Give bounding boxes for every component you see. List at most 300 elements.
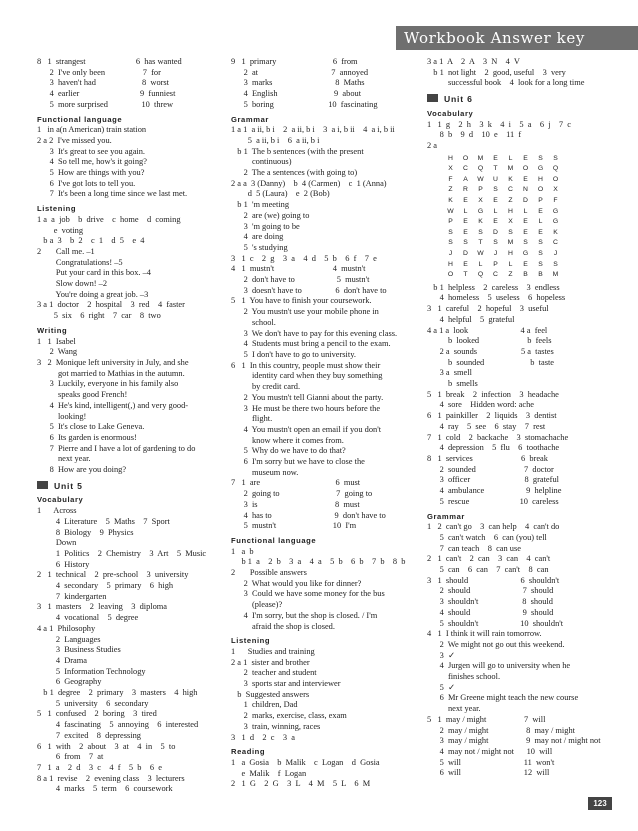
answer-line: 1 1 Isabel [37,336,76,346]
answer-line: 3 a 1 doctor 2 hospital 3 red 4 faster [37,300,185,310]
answer-line: 3 1 d 2 c 3 a [231,732,295,742]
section-heading: Functional language [37,114,123,124]
answer-line: d 5 (Laura) e 2 (Bob) [231,189,330,199]
answer-line: 1 a a job b drive c home d coming [37,214,181,224]
answer-line: 1 1 g 2 h 3 k 4 i 5 a 6 j 7 c [427,119,571,129]
section-heading: Functional language [231,535,317,545]
wordsearch-cell: C [508,186,513,194]
answer-line: 5 shouldn't 10 shouldn't [427,618,564,628]
answer-line: 5 boring 10 fascinating [231,99,378,109]
answer-line: 2 at 7 annoyed [231,67,369,77]
wordsearch-cell: M [507,239,514,247]
answer-line: 2 going to 7 going to [231,489,373,499]
answer-line: 3 ✓ [427,650,455,660]
answer-line: 2 should 7 should [427,586,554,596]
answer-line: b sounded b taste [427,357,555,367]
wordsearch-cell: H [508,207,513,215]
answer-line: 3 train, winning, races [231,721,321,731]
answer-line: 2 teacher and student [231,668,317,678]
section-heading: Vocabulary [37,495,84,505]
wordsearch-cell [563,270,578,281]
wordsearch-cell: S [448,228,453,236]
unit-6-title: Unit 6 [444,94,473,105]
wordsearch-cell: H [448,260,453,268]
section-heading: Writing [37,325,68,335]
wordsearch-cell: E [493,218,498,226]
wordsearch-cell [563,228,578,239]
wordsearch-cell: O [462,154,469,162]
wordsearch-cell [578,196,593,207]
wordsearch-cell: F [448,175,453,183]
column-3-vocabulary [427,109,615,152]
wordsearch-cell: F [553,197,558,204]
wordsearch-cell: S [538,239,543,247]
answer-line: 2 may / might 8 may / might [427,725,575,735]
wordsearch-cell: Z [448,186,453,194]
wordsearch-cell: B [523,271,528,279]
answer-line: 5 ✓ [427,682,455,692]
answer-line: 3 officer 8 grateful [427,475,559,485]
column-2 [231,57,421,790]
answer-line: (please)? [231,600,283,610]
answer-line: 5 Information Technology [37,666,146,676]
answer-line: next year. [427,704,481,714]
answer-line: 3 may / might 9 may not / might not [427,736,601,746]
answer-line: 6 1 with 2 about 3 at 4 in 5 to [37,741,176,751]
answer-line: 5 1 confused 2 boring 3 tired [37,709,157,719]
answer-line: 5 a ii, b i 6 a ii, b i [231,135,320,145]
wordsearch-cell [578,249,593,260]
column-3-top [427,57,615,89]
answer-line: 2 We might not go out this weekend. [427,639,565,649]
answer-line: 4 Students must bring a pencil to the exam. [231,339,391,349]
answer-line: 4 Literature 5 Maths 7 Sport [37,516,170,526]
answer-line: 1 Politics 2 Chemistry 3 Art 5 Music [37,548,207,558]
wordsearch-cell: E [463,260,468,268]
wordsearch-cell [578,185,593,196]
answer-line: 1 children, Dad [231,700,298,710]
header-title: Workbook Answer key [404,29,585,47]
page-number [588,797,612,810]
answer-line: 4 depression 5 flu 6 toothache [427,443,560,453]
answer-line: 7 can teach 8 can use [427,543,521,553]
wordsearch-cell: H [538,175,543,183]
wordsearch-cell: X [553,186,558,194]
answer-line: 2 You mustn't use your mobile phone in [231,307,379,317]
answer-line: 5 mustn't 10 I'm [231,521,357,531]
answer-line: 5 will 11 won't [427,757,555,767]
answer-line: 1 Studies and training [231,646,315,656]
answer-line: Put your card in this box. –4 [37,268,151,278]
wordsearch-cell: K [478,218,483,226]
answer-line: b smells [427,379,478,389]
section-heading: Grammar [427,511,465,521]
wordsearch-cell: L [508,154,513,162]
wordsearch-cell: L [463,207,468,215]
answer-line: Down [37,538,77,548]
column-3 [427,57,615,779]
answer-line: 4 ambulance 9 helpline [427,486,562,496]
wordsearch-cell: G [477,207,484,215]
wordsearch-cell: R [463,186,468,194]
answer-line: 4 Jurgen will go to university when he [427,661,571,671]
answer-line: 7 excited 8 depressing [37,730,141,740]
answer-line: 1 a Gosia b Malik c Logan d Gosia [231,758,380,767]
answer-line: b 1 not light 2 good, useful 3 very [427,67,566,77]
answer-line: school. [231,317,276,327]
section-heading: Reading [231,747,266,757]
wordsearch-cell: T [493,165,498,173]
wordsearch-cell: E [523,228,528,236]
answer-line: 4 So tell me, how's it going? [37,157,147,167]
wordsearch-cell: E [523,218,528,226]
wordsearch-cell [578,270,593,281]
wordsearch-cell: G [522,249,529,257]
answer-line: 5 's studying [231,242,288,252]
wordsearch-cell: Q [477,271,484,279]
answer-line: 3 a 1 A 2 A 3 N 4 V [427,57,520,66]
answer-line: 4 vocational 5 degree [37,613,139,623]
answer-line: Congratulations! –5 [37,257,123,267]
unit-6-heading [427,94,615,105]
answer-line: 3 sports star and interviewer [231,679,341,689]
wordsearch-cell [578,175,593,186]
answer-line: 6 Its garden is enormous! [37,432,137,442]
wordsearch-cell: X [478,197,483,204]
answer-line: 3 marks 8 Maths [231,78,365,88]
wordsearch-cell: W [477,175,484,183]
wordsearch-cell: E [538,228,543,236]
wordsearch-cell: H [508,249,513,257]
answer-line: 5 1 You have to finish your coursework. [231,296,372,306]
unit-square-icon [427,94,438,102]
answer-line: 5 can 6 can 7 can't 8 can [427,565,549,575]
wordsearch-cell [578,164,593,175]
answer-line: 4 Drama [37,655,88,665]
answer-line: 4 a 1 Philosophy [37,623,96,633]
page-number-text: 123 [593,799,607,808]
answer-line: 3 It's great to see you again. [37,146,146,156]
answer-line: 4 fascinating 5 annoying 6 interested [37,720,199,730]
wordsearch-cell: T [463,271,468,279]
answer-line: speaks good French! [37,390,128,400]
wordsearch-cell: D [463,249,468,257]
wordsearch-cell: E [463,228,468,236]
answer-line: 2 1 G 2 G 3 L 4 M 5 L 6 M [231,779,371,789]
wordsearch-cell: P [538,197,543,204]
answer-line: identity card when they buy something [231,371,383,381]
answer-line: 3 1 c 2 g 3 a 4 d 5 b 6 f 7 e [231,253,377,263]
answer-line: 2 a 1 sister and brother [231,657,310,667]
answer-line: 4 He's kind, intelligent(,) and very good- [37,400,189,410]
wordsearch-cell [563,249,578,260]
wordsearch-cell [578,238,593,249]
answer-line: 4 earlier 9 funniest [37,89,176,99]
header-banner [396,26,638,50]
answer-line: 3 Could we have some money for the bus [231,589,385,599]
answer-line: 4 are doing [231,232,284,242]
answer-line: 4 sore Hidden word: ache [427,400,534,410]
wordsearch-cell: S [493,186,498,194]
answer-line: 2 1 can't 2 can 3 can 4 can't [427,554,551,564]
wordsearch-cell [578,217,593,228]
answer-line: b 1 The b sentences (with the present [231,146,364,156]
answer-line: 3 is 8 must [231,499,360,509]
answer-line: 3 1 masters 2 leaving 3 diploma [37,602,168,612]
wordsearch-cell: Q [477,165,484,173]
answer-line: afraid the shop is closed. [231,621,335,631]
wordsearch-cell: E [523,260,528,268]
wordsearch-cell: Q [552,165,559,173]
wordsearch-cell: X [508,218,513,226]
wordsearch-cell: C [463,165,468,173]
answer-line: 8 1 services 6 break [427,454,548,463]
wordsearch-cell: Z [508,197,513,204]
wordsearch-cell: O [552,175,559,183]
answer-line: 4 marks 5 term 6 coursework [37,784,173,794]
wordsearch-cell [563,238,578,249]
wordsearch-cell: L [508,260,513,268]
answer-line: got married to Mathias in the autumn. [37,368,185,378]
wordsearch-cell: S [478,228,483,236]
answer-line: by credit card. [231,382,301,392]
wordsearch-cell [578,154,593,165]
answer-line: b 1 a 2 b 3 a 4 a 5 b 6 b 7 b 8 b [231,557,406,567]
answer-line: 8 a 1 revise 2 evening class 3 lecturers [37,773,185,783]
answer-line: 4 homeless 5 useless 6 hopeless [427,293,566,303]
answer-line: 3 doesn't have to 6 don't have to [231,285,387,295]
wordsearch-cell: T [478,239,483,247]
wordsearch-cell: G [552,207,559,215]
section-heading: Grammar [231,114,269,124]
answer-line: 2 marks, exercise, class, exam [231,711,347,721]
answer-line: 4 You mustn't open an email if you don't [231,424,382,434]
answer-line: next year. [37,454,91,464]
answer-line: b Suggested answers [231,689,310,699]
wordsearch-cell: Z [508,271,513,279]
wordsearch-cell: O [522,165,529,173]
wordsearch-cell: B [538,271,543,279]
wordsearch-cell: U [493,175,498,183]
wordsearch-cell [563,164,578,175]
answer-line: 8 1 strangest 6 has wanted [37,57,182,66]
wordsearch-cell: K [508,175,513,183]
answer-line: 7 1 a 2 d 3 c 4 f 5 b 6 e [37,763,162,772]
answer-line: 2 don't have to 5 mustn't [231,275,370,285]
wordsearch-cell [578,207,593,218]
answer-line: museum now. [231,467,299,477]
wordsearch-cell [578,228,593,239]
answer-line: 4 should 9 should [427,607,554,617]
wordsearch-cell: K [553,228,558,236]
answer-line: 7 kindergarten [37,591,107,601]
wordsearch-cell: E [523,154,528,162]
wordsearch-cell: E [463,197,468,204]
answer-line: 6 Geography [37,677,102,687]
answer-line: 3 We don't have to pay for this evening class. [231,328,398,338]
wordsearch-cell: S [538,260,543,268]
wordsearch-cell: W [447,207,454,215]
wordsearch-cell [563,175,578,186]
answer-line: 1 a 1 a ii, b i 2 a ii, b i 3 a i, b ii 4 a i, b ii [231,125,395,135]
wordsearch-cell: P [493,260,498,268]
answer-line: 5 It's close to Lake Geneva. [37,422,145,432]
wordsearch-cell: E [523,175,528,183]
wordsearch-cell: J [493,249,498,257]
wordsearch-cell: C [553,239,558,247]
answer-line: 3 haven't had 8 worst [37,78,170,88]
answer-line: b a 3 b 2 c 1 d 5 e 4 [37,236,145,246]
wordsearch-cell: L [478,260,483,268]
answer-line: finishes school. [427,672,501,682]
wordsearch-cell: E [493,154,498,162]
column-1 [37,57,227,795]
answer-line: 3 'm going to be [231,221,300,231]
answer-line: 3 He must be there two hours before the [231,403,381,413]
wordsearch-cell: M [552,271,559,279]
answer-line: 6 Mr Greene might teach the new course [427,693,579,703]
wordsearch-cell: W [477,249,484,257]
wordsearch-cell: L [523,207,528,215]
answer-line: 7 Pierre and I have a lot of gardening to do [37,443,196,453]
answer-line: 5 university 6 secondary [37,698,149,708]
answer-line: 3 Luckily, everyone in his family also [37,379,179,389]
answer-line: 3 Business Studies [37,645,121,655]
wordsearch-cell: O [537,186,544,194]
wordsearch-cell [563,217,578,228]
answer-line: 6 History [37,559,90,569]
answer-line: 2 a [427,140,437,150]
answer-line: 3 1 should 6 shouldn't [427,575,560,585]
wordsearch-cell: K [448,197,453,204]
wordsearch-cell: O [447,271,454,279]
section-heading: Listening [231,636,271,646]
answer-line: 4 secondary 5 primary 6 high [37,581,174,591]
answer-line: 6 1 painkiller 2 liquids 3 dentist [427,411,557,421]
answer-line: 5 I don't have to go to university. [231,349,356,359]
answer-line: 6 from 7 at [37,752,104,762]
answer-line: 4 1 I think it will rain tomorrow. [427,629,542,639]
wordsearch-cell [563,154,578,165]
answer-line: 6 will 12 will [427,768,550,778]
answer-line: 1 2 can't go 3 can help 4 can't do [427,522,560,532]
wordsearch-cell: P [478,186,483,194]
wordsearch-cell: G [552,218,559,226]
answer-line: 3 a smell [427,368,472,378]
answer-line: b looked b feels [427,336,552,346]
wordsearch-cell [563,207,578,218]
answer-line: 8 b 9 d 10 e 11 f [427,130,522,140]
unit-heading: Unit 5 [37,481,227,492]
wordsearch-cell [563,185,578,196]
answer-line: 2 Call me. –1 [37,246,95,256]
answer-line: 2 sounded 7 doctor [427,464,554,474]
answer-line: 2 a a 3 (Danny) b 4 (Carmen) c 1 (Anna) [231,178,387,188]
answer-line: 2 a 2 I've missed you. [37,135,112,145]
section-heading: Vocabulary [427,108,474,118]
wordsearch-cell: C [493,271,498,279]
answer-line: 2 The a sentences (with going to) [231,168,358,178]
answer-line: 1 Across [37,506,77,516]
wordsearch-cell: S [493,239,498,247]
answer-line: 4 1 mustn't 4 mustn't [231,264,366,274]
answer-line: 5 Why do we have to do that? [231,446,346,456]
answer-line: 4 English 9 about [231,89,362,99]
unit-square-icon [37,481,48,489]
answer-line: 4 a 1 a look 4 a feel [427,325,548,335]
answer-line: 5 rescue 10 careless [427,496,559,506]
answer-line: 2 Languages [37,634,101,644]
answer-line: 1 in a(n American) train station [37,125,147,135]
answer-line: Slow down! –2 [37,279,108,289]
wordsearch-cell: S [553,260,558,268]
answer-line: 1 a b [231,546,254,556]
answer-line: 8 Biology 9 Physics [37,527,134,537]
answer-line: 5 more surprised 10 threw [37,99,174,109]
wordsearch-cell: M [507,165,514,173]
answer-line: 3 2 Monique left university in July, and she [37,357,189,367]
wordsearch-cell: X [448,165,453,173]
answer-line: 2 You mustn't tell Gianni about the party. [231,392,384,402]
answer-line: 2 a sounds 5 a tastes [427,346,554,356]
wordsearch-cell: A [463,175,468,183]
answer-line: 6 I'm sorry but we have to close the [231,457,365,467]
wordsearch-cell [578,260,593,271]
answer-line: 4 may not / might not 10 will [427,746,553,756]
answer-line: 2 Possible answers [231,568,307,578]
answer-line: 4 has to 9 don't have to [231,510,386,520]
answer-line: 5 1 may / might 7 will [427,714,546,724]
answer-line: e voting [37,225,84,235]
answer-line: 9 1 primary 6 from [231,57,358,66]
answer-line: 6 I've got lots to tell you. [37,178,136,188]
answer-line: 7 It's been a long time since we last met. [37,189,188,199]
wordsearch-cell [563,196,578,207]
answer-line: 7 1 are 6 must [231,478,361,488]
answer-line: 3 shouldn't 8 should [427,597,553,607]
answer-line: 8 How are you doing? [37,465,127,475]
answer-line: 2 Wang [37,347,78,357]
wordsearch-cell: N [523,186,528,194]
wordsearch-cell: G [537,165,544,173]
answer-line: looking! [37,411,87,421]
answer-line: 2 1 technical 2 pre-school 3 university [37,570,189,580]
wordsearch-cell: S [523,239,528,247]
wordsearch-cell: S [448,239,453,247]
wordsearch-cell: E [538,207,543,215]
wordsearch-cell: L [538,218,543,226]
answer-line: b 1 helpless 2 careless 3 endless [427,282,560,292]
answer-line: You're doing a great job. –3 [37,289,149,299]
answer-line: 5 six 6 right 7 car 8 two [37,311,161,321]
answer-line: 2 I've only been 7 for [37,67,161,77]
answer-line: 2 What would you like for dinner? [231,578,362,588]
answer-line: 4 I'm sorry, but the shop is closed. / I'm [231,610,378,620]
answer-line: 3 1 careful 2 hopeful 3 useful [427,304,549,314]
wordsearch-cell: S [553,154,558,162]
answer-line: 6 1 In this country, people must show their [231,360,381,370]
answer-line: b 1 'm meeting [231,200,290,210]
section-heading: Listening [37,204,77,214]
answer-line: 5 How are things with you? [37,168,145,178]
answer-line: 4 ray 5 see 6 stay 7 rest [427,421,546,431]
answer-line: 5 1 break 2 infection 3 headache [427,389,559,399]
wordsearch-cell: L [493,207,498,215]
wordsearch-cell: D [523,197,528,204]
answer-line: b 1 degree 2 primary 3 masters 4 high [37,688,198,698]
wordsearch-cell: S [508,228,513,236]
answer-line: continuous) [231,157,292,167]
